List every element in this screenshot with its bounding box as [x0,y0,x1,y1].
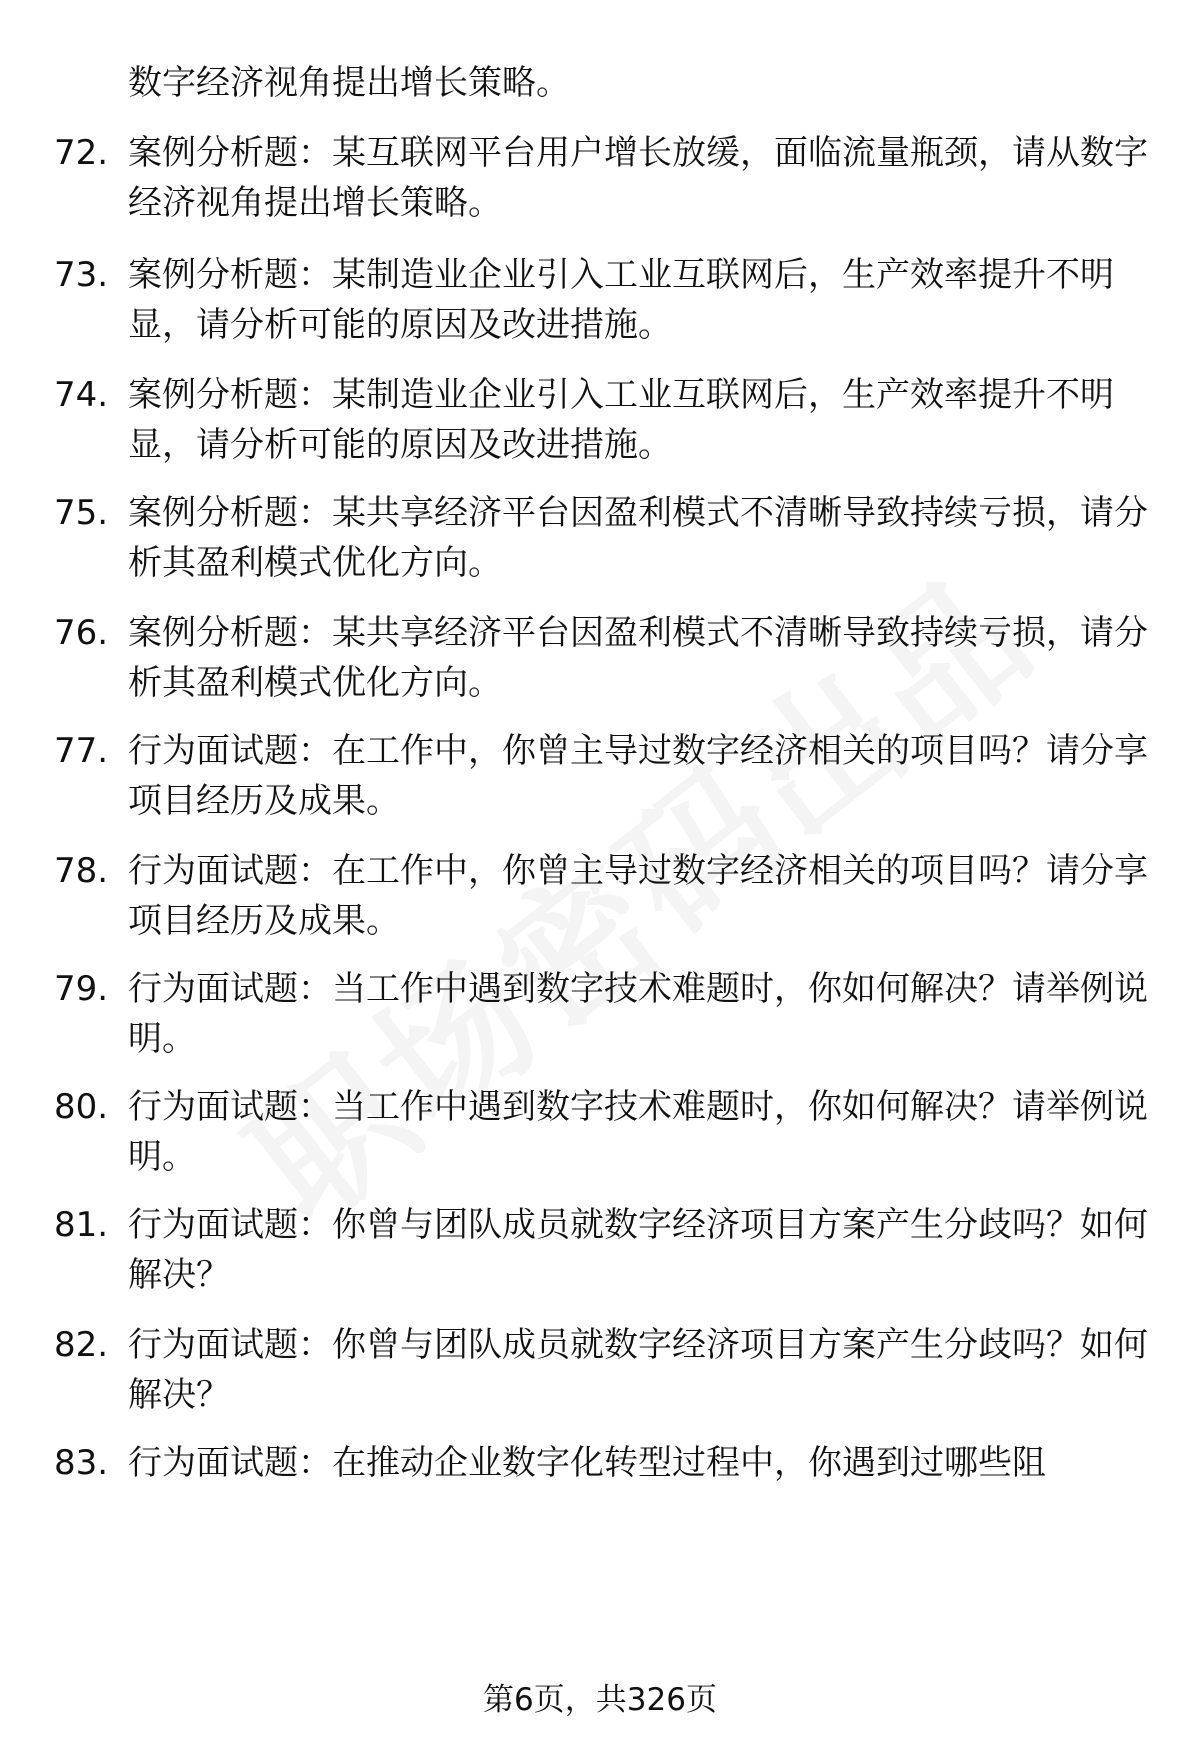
item-text: 行为面试题：在推动企业数字化转型过程中，你遇到过哪些阻 [128,1443,1046,1483]
item-number: 79. [54,969,109,1009]
item-text: 案例分析题：某制造业企业引入工业互联网后，生产效率提升不明显，请分析可能的原因及改进措施。 [128,255,1114,345]
item-number: 82. [54,1325,109,1365]
continued-line: 数字经济视角提出增长策略。 [128,63,570,103]
item-text: 行为面试题：你曾与团队成员就数字经济项目方案产生分歧吗？如何解决？ [128,1205,1148,1295]
item-number: 72. [54,133,109,173]
item-number: 78. [54,851,109,891]
item-text: 行为面试题：当工作中遇到数字技术难题时，你如何解决？请举例说明。 [128,1087,1148,1177]
item-number: 80. [54,1087,109,1127]
item-text: 行为面试题：在工作中，你曾主导过数字经济相关的项目吗？请分享项目经历及成果。 [128,731,1148,821]
item-text: 行为面试题：在工作中，你曾主导过数字经济相关的项目吗？请分享项目经历及成果。 [128,851,1148,941]
item-number: 73. [54,255,109,295]
item-text: 案例分析题：某共享经济平台因盈利模式不清晰导致持续亏损，请分析其盈利模式优化方向。 [128,493,1148,583]
item-text: 案例分析题：某制造业企业引入工业互联网后，生产效率提升不明显，请分析可能的原因及改进措施。 [128,375,1114,465]
page-number: 第6页，共326页 [483,1682,717,1718]
item-number: 77. [54,731,109,771]
item-number: 75. [54,493,109,533]
item-text: 行为面试题：你曾与团队成员就数字经济项目方案产生分歧吗？如何解决？ [128,1325,1148,1415]
item-number: 83. [54,1443,109,1483]
item-number: 81. [54,1205,109,1245]
item-number: 74. [54,375,109,415]
item-text: 案例分析题：某互联网平台用户增长放缓，面临流量瓶颈，请从数字经济视角提出增长策略。 [128,133,1148,223]
item-text: 行为面试题：当工作中遇到数字技术难题时，你如何解决？请举例说明。 [128,969,1148,1059]
item-number: 76. [54,613,109,653]
item-text: 案例分析题：某共享经济平台因盈利模式不清晰导致持续亏损，请分析其盈利模式优化方向。 [128,613,1148,703]
